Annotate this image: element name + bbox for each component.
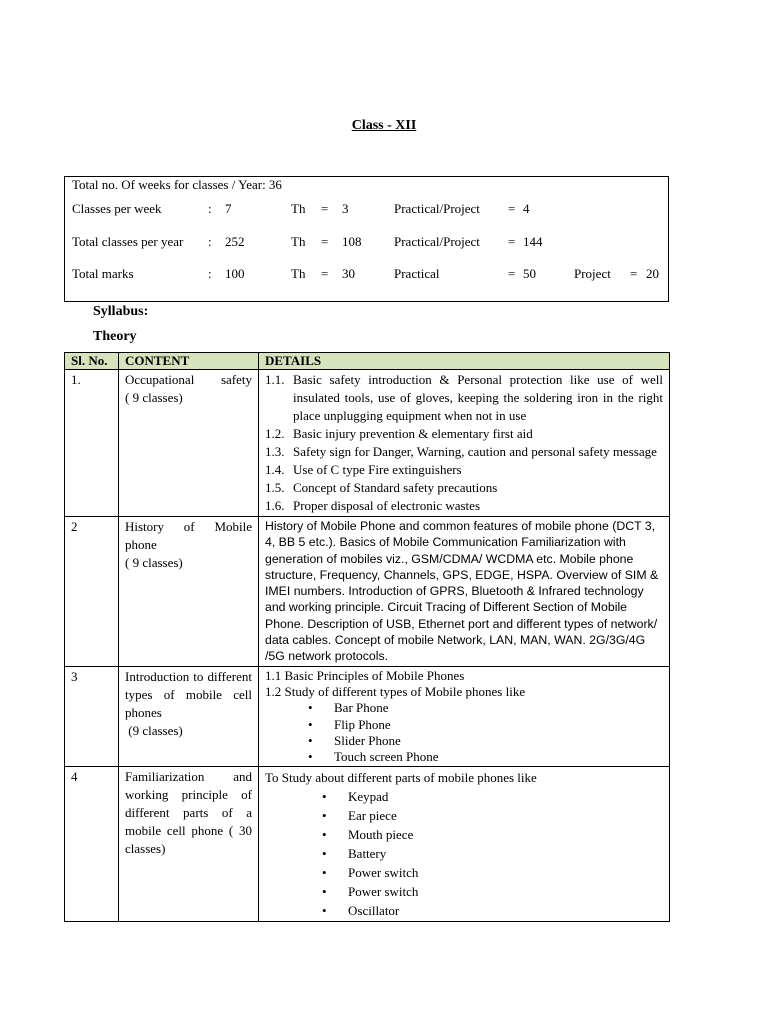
item-number: 1.5. <box>265 480 285 495</box>
table-header-row <box>65 353 670 370</box>
item-text: Safety sign for Danger, Warning, caution and personal safety message <box>293 444 657 459</box>
list-item <box>265 461 663 479</box>
th-label: Th <box>291 234 306 249</box>
summary-colon: : <box>208 234 212 249</box>
header-content: CONTENT <box>119 353 259 370</box>
sl-no-cell: 3 <box>65 666 119 767</box>
item-number: 1.6. <box>265 498 285 513</box>
header-details: DETAILS <box>259 353 670 370</box>
th-eq: = <box>321 234 329 249</box>
list-item: • Flip Phone <box>334 717 663 733</box>
content-cell <box>119 666 259 767</box>
list-item <box>265 443 663 461</box>
bullet-list <box>265 700 663 765</box>
list-item: • Oscillator <box>348 901 663 920</box>
sl-no-cell: 4 <box>65 767 119 922</box>
summary-label: Total marks <box>72 266 134 281</box>
list-item: • Keypad <box>348 787 663 806</box>
summary-value: 7 <box>225 201 232 216</box>
list-item: • Touch screen Phone <box>334 749 663 765</box>
sl-no-cell: 1. <box>65 370 119 517</box>
content-text: Occupational safety <box>125 372 252 387</box>
content-text: History of Mobile phone <box>125 519 252 552</box>
item-text: Basic safety introduction & Personal protection like use of well insulated tools, use of gloves, keeping the soldering iron in the right place unplugging equipment when not in use <box>293 372 663 423</box>
list-item <box>265 497 663 515</box>
details-cell <box>259 370 670 517</box>
pp-value: 4 <box>523 201 530 216</box>
summary-label: Total classes per year <box>72 234 184 249</box>
details-line: 1.1 Basic Principles of Mobile Phones <box>265 667 465 683</box>
table-row <box>65 767 670 922</box>
pp-label: Practical <box>394 266 440 281</box>
details-cell <box>259 767 670 922</box>
list-item: • Power switch <box>348 882 663 901</box>
table-row <box>65 517 670 667</box>
pp-label: Practical/Project <box>394 234 480 249</box>
item-text: Use of C type Fire extinguishers <box>293 462 462 477</box>
item-number: 1.2. <box>265 426 285 441</box>
details-cell <box>259 666 670 767</box>
item-text: Concept of Standard safety precautions <box>293 480 498 495</box>
sl-no-cell: 2 <box>65 517 119 667</box>
th-eq: = <box>321 201 329 216</box>
summary-value: 252 <box>225 234 245 249</box>
table-row <box>65 370 670 517</box>
list-item: • Slider Phone <box>334 733 663 749</box>
item-number: 1.3. <box>265 444 285 459</box>
table-row <box>65 666 670 767</box>
pp-value: 50 <box>523 266 536 281</box>
content-classes: ( 9 classes) <box>125 555 183 570</box>
item-text: Proper disposal of electronic wastes <box>293 498 481 513</box>
list-item: • Bar Phone <box>334 700 663 716</box>
header-sl-no: Sl. No. <box>65 353 119 370</box>
list-item: • Mouth piece <box>348 825 663 844</box>
th-value: 30 <box>342 266 355 281</box>
list-item: • Power switch <box>348 863 663 882</box>
content-text: Familiarization and working principle of different parts of a mobile cell phone ( 30 classes) <box>125 769 252 857</box>
th-label: Th <box>291 201 306 216</box>
th-value: 108 <box>342 234 362 249</box>
th-label: Th <box>291 266 306 281</box>
project-label: Project <box>574 266 611 281</box>
list-item: • Ear piece <box>348 806 663 825</box>
content-classes: (9 classes) <box>125 722 183 738</box>
project-eq: = <box>630 266 638 281</box>
list-item <box>265 371 663 425</box>
project-value: 20 <box>646 266 659 281</box>
content-cell <box>119 517 259 667</box>
list-item <box>265 425 663 443</box>
details-line: 1.2 Study of different types of Mobile phones like <box>265 683 526 699</box>
details-paragraph: History of Mobile Phone and common features of mobile phone (DCT 3, 4, BB 5 etc.). Basics of Mobile Communication Familiarization with generation of mobiles viz., GSM/CDMA/ WCDMA etc. Mobile phone structure, Frequency, Channels, GPS, EDGE, HSPA. Overview of SIM & IMEI numbers. Introduction of GPRS, Bluetooth & Infrared technology and working principle. Circuit Tracing of Different Section of Mobile Phone. Description of USB, Ethernet port and different types of network/ data cables. Concept of mobile Network, LAN, MAN, WAN. 2G/3G/4G /5G network protocols. <box>265 519 659 664</box>
content-classes: ( 9 classes) <box>125 390 183 405</box>
summary-label: Classes per week <box>72 201 162 216</box>
theory-heading: Theory <box>93 329 137 344</box>
summary-box <box>64 176 669 302</box>
bullet-list <box>265 787 663 920</box>
summary-colon: : <box>208 266 212 281</box>
list-item <box>265 479 663 497</box>
th-value: 3 <box>342 201 349 216</box>
item-number: 1.4. <box>265 462 285 477</box>
content-cell <box>119 370 259 517</box>
pp-eq: = <box>508 266 516 281</box>
details-cell <box>259 517 670 667</box>
pp-eq: = <box>508 201 516 216</box>
item-number: 1.1. <box>265 372 285 387</box>
pp-label: Practical/Project <box>394 201 480 216</box>
details-line: To Study about different parts of mobile phones like <box>265 770 537 786</box>
syllabus-table <box>64 352 670 922</box>
content-cell <box>119 767 259 922</box>
summary-colon: : <box>208 201 212 216</box>
summary-value: 100 <box>225 266 245 281</box>
th-eq: = <box>321 266 329 281</box>
syllabus-heading: Syllabus: <box>93 304 149 319</box>
item-text: Basic injury prevention & elementary first aid <box>293 426 533 441</box>
weeks-line: Total no. Of weeks for classes / Year: 36 <box>72 177 282 192</box>
pp-value: 144 <box>523 234 543 249</box>
content-text: Introduction to different types of mobile cell phones <box>125 668 252 720</box>
pp-eq: = <box>508 234 516 249</box>
page-title: Class - XII <box>351 118 417 133</box>
details-list <box>265 371 663 515</box>
list-item: • Battery <box>348 844 663 863</box>
